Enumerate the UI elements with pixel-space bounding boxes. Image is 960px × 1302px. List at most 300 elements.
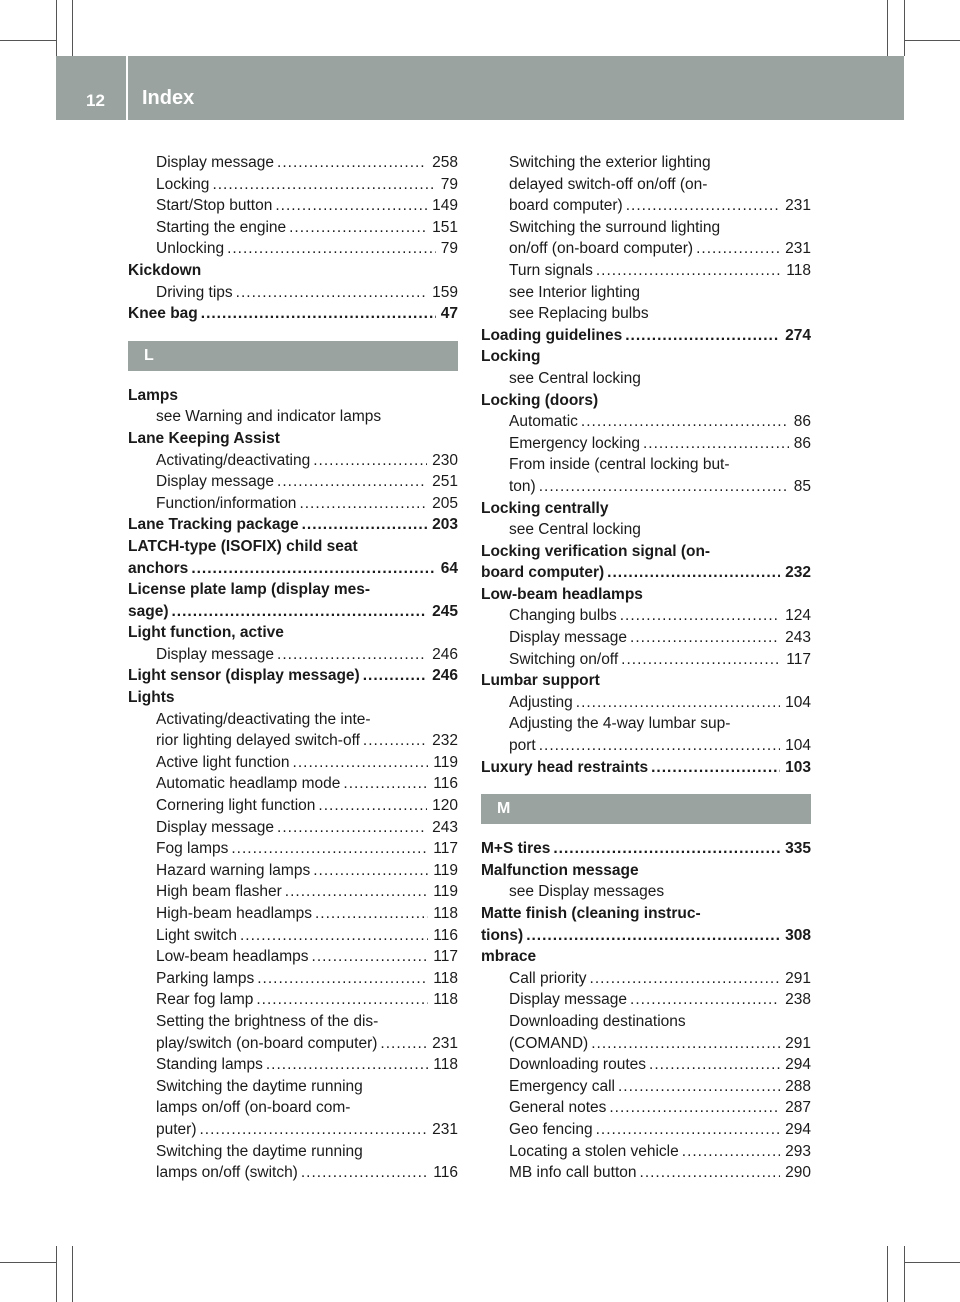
index-entry	[128, 622, 458, 644]
entry-line	[156, 644, 458, 666]
page-reference: 104	[785, 693, 811, 711]
entry-text: Switching on/off	[509, 650, 619, 668]
dot-leader	[289, 217, 427, 239]
entry-text: Switching the daytime running	[156, 1077, 363, 1095]
crop-mark	[0, 40, 56, 41]
page-reference: 86	[793, 434, 811, 452]
crop-mark	[56, 0, 57, 56]
entry-line	[156, 174, 458, 196]
index-subentry	[481, 368, 811, 390]
entry-text: Locking verification signal (on-	[481, 542, 711, 560]
entry-line	[156, 773, 458, 795]
page-reference: 151	[432, 218, 458, 236]
index-entry	[481, 903, 811, 946]
entry-text: delayed switch-off on/off (on-	[509, 175, 708, 193]
page-reference: 149	[432, 197, 458, 215]
entry-text: Activating/deactivating	[156, 451, 311, 469]
page-reference: 288	[785, 1077, 811, 1095]
page-reference: 243	[432, 818, 458, 836]
dot-leader	[231, 838, 428, 860]
index-subentry	[481, 605, 811, 627]
index-entry	[481, 325, 811, 347]
entry-line	[509, 238, 811, 260]
dot-leader	[380, 1033, 427, 1055]
page-reference: 119	[433, 883, 458, 901]
dot-leader	[227, 238, 436, 260]
page-reference: 258	[432, 154, 458, 171]
entry-line	[128, 622, 458, 644]
page-reference: 251	[432, 473, 458, 491]
page-reference: 290	[785, 1164, 811, 1182]
entry-line	[509, 989, 811, 1011]
dot-leader	[620, 605, 780, 627]
entry-line	[156, 493, 458, 515]
entry-line	[128, 601, 458, 623]
dot-leader	[581, 411, 789, 433]
entry-text: Lumbar support	[481, 672, 600, 690]
entry-text: M+S tires	[481, 840, 551, 858]
index-subentry	[128, 773, 458, 795]
entry-text: Emergency call	[509, 1077, 615, 1095]
index-subentry	[481, 627, 811, 649]
index-subentry	[481, 1141, 811, 1163]
entry-line	[481, 390, 811, 412]
entry-line	[509, 454, 811, 476]
page-reference: 335	[785, 840, 811, 858]
entry-line	[156, 817, 458, 839]
entry-text: Setting the brightness of the dis-	[156, 1012, 379, 1030]
entry-line	[509, 195, 811, 217]
dot-leader	[191, 558, 435, 580]
page-reference: 246	[432, 667, 458, 685]
crop-mark	[56, 1246, 57, 1302]
entry-line	[156, 860, 458, 882]
page-reference: 294	[785, 1120, 811, 1138]
entry-line	[509, 174, 811, 196]
index-entry	[481, 838, 811, 860]
entry-text: Fog lamps	[156, 840, 229, 858]
page-reference: 119	[433, 861, 458, 879]
section-header: M	[481, 794, 811, 824]
entry-text: Automatic headlamp mode	[156, 775, 341, 793]
dot-leader	[236, 282, 427, 304]
entry-text: see Central locking	[509, 521, 641, 539]
dot-leader	[591, 1033, 780, 1055]
page-reference: 294	[785, 1056, 811, 1074]
index-entry	[128, 514, 458, 536]
index-entry	[481, 498, 811, 520]
entry-line	[509, 368, 811, 390]
entry-text: Parking lamps	[156, 969, 255, 987]
entry-text: see Warning and indicator lamps	[156, 408, 382, 426]
index-subentry	[128, 989, 458, 1011]
page-reference: 47	[440, 305, 458, 323]
index-entry	[128, 536, 458, 579]
entry-text: Activating/deactivating the inte-	[156, 710, 371, 728]
crop-mark	[904, 1246, 905, 1302]
crop-mark	[887, 1246, 888, 1302]
dot-leader	[256, 989, 428, 1011]
page-reference: 243	[785, 629, 811, 647]
entry-text: Cornering light function	[156, 797, 316, 815]
index-subentry	[481, 282, 811, 304]
index-subentry	[128, 282, 458, 304]
entry-text: Light function, active	[128, 624, 284, 642]
entry-text: Luxury head restraints	[481, 758, 649, 776]
entry-line	[481, 838, 811, 860]
entry-text: Geo fencing	[509, 1120, 593, 1138]
entry-line	[156, 282, 458, 304]
dot-leader	[618, 1076, 780, 1098]
page-reference: 86	[793, 413, 811, 431]
entry-text: sage)	[128, 602, 169, 620]
entry-text: mbrace	[481, 948, 537, 966]
entry-line	[128, 260, 458, 282]
entry-line	[128, 428, 458, 450]
entry-text: Matte finish (cleaning instruc-	[481, 905, 701, 922]
dot-leader	[526, 925, 780, 947]
page-reference: 291	[785, 969, 811, 987]
index-subentry	[128, 881, 458, 903]
entry-line	[481, 584, 811, 606]
index-subentry	[481, 968, 811, 990]
entry-line	[509, 1011, 811, 1033]
dot-leader	[630, 989, 780, 1011]
dot-leader	[363, 665, 427, 687]
entry-text: Starting the engine	[156, 218, 287, 236]
dot-leader	[285, 881, 428, 903]
page-reference: 293	[785, 1142, 811, 1160]
page-header	[56, 56, 904, 120]
entry-line	[509, 1141, 811, 1163]
entry-line	[509, 1097, 811, 1119]
entry-line	[509, 433, 811, 455]
entry-text: port	[509, 737, 536, 755]
dot-leader	[172, 601, 428, 623]
dot-leader	[301, 1162, 428, 1184]
entry-text: Lane Keeping Assist	[128, 429, 280, 447]
index-subentry	[128, 1011, 458, 1054]
entry-line	[481, 346, 811, 368]
entry-text: Switching the daytime running	[156, 1142, 363, 1160]
entry-text: Malfunction message	[481, 861, 639, 879]
entry-line	[481, 757, 811, 779]
index-subentry	[128, 644, 458, 666]
index-subentry	[128, 406, 458, 428]
index-subentry	[481, 303, 811, 325]
index-column-left	[128, 152, 458, 1184]
index-subentry	[481, 692, 811, 714]
entry-text: Switching the exterior lighting	[509, 154, 711, 171]
entry-line	[156, 709, 458, 731]
page-reference: 159	[432, 283, 458, 301]
header-divider	[126, 56, 128, 120]
index-entry	[481, 346, 811, 368]
entry-line	[481, 925, 811, 947]
index-subentry	[481, 152, 811, 217]
entry-line	[156, 1097, 458, 1119]
page-reference: 117	[786, 650, 811, 668]
entry-text: Downloading routes	[509, 1056, 647, 1074]
entry-line	[509, 968, 811, 990]
entry-line	[128, 303, 458, 325]
entry-text: Display message	[509, 629, 628, 647]
entry-text: Locking	[156, 175, 210, 193]
crop-mark	[72, 1246, 73, 1302]
entry-text: tions)	[481, 926, 524, 944]
entry-text: License plate lamp (display mes-	[128, 581, 371, 599]
entry-text: Loading guidelines	[481, 326, 623, 344]
index-subentry	[128, 968, 458, 990]
index-subentry	[481, 713, 811, 756]
entry-text: Display message	[156, 645, 275, 663]
entry-text: Emergency locking	[509, 434, 640, 452]
dot-leader	[576, 692, 780, 714]
dot-leader	[312, 946, 429, 968]
entry-text: Unlocking	[156, 240, 225, 258]
entry-text: Hazard warning lamps	[156, 861, 311, 879]
entry-line	[156, 195, 458, 217]
index-subentry	[128, 903, 458, 925]
dot-leader	[553, 838, 780, 860]
entry-line	[509, 605, 811, 627]
page-reference: 287	[785, 1099, 811, 1117]
page-reference: 117	[433, 948, 458, 966]
entry-text: Adjusting the 4-way lumbar sup-	[509, 715, 731, 733]
index-subentry	[128, 752, 458, 774]
entry-line	[128, 558, 458, 580]
index-subentry	[481, 1054, 811, 1076]
dot-leader	[539, 476, 789, 498]
dot-leader	[277, 644, 427, 666]
index-entry	[128, 665, 458, 687]
entry-line	[481, 498, 811, 520]
index-subentry	[128, 1141, 458, 1184]
dot-leader	[240, 925, 428, 947]
index-column-right	[481, 152, 811, 1184]
entry-text: Locking centrally	[481, 499, 609, 517]
dot-leader	[277, 152, 427, 174]
index-subentry	[128, 450, 458, 472]
index-subentry	[481, 1097, 811, 1119]
crop-mark	[887, 0, 888, 56]
index-subentry	[128, 860, 458, 882]
entry-text: Automatic	[509, 413, 578, 431]
dot-leader	[596, 260, 781, 282]
dot-leader	[640, 1162, 781, 1184]
entry-line	[128, 665, 458, 687]
entry-text: Display message	[509, 991, 628, 1009]
entry-text: Display message	[156, 154, 275, 171]
entry-text: board computer)	[509, 197, 623, 215]
index-subentry	[481, 454, 811, 497]
entry-line	[509, 692, 811, 714]
entry-line	[509, 649, 811, 671]
entry-line	[509, 217, 811, 239]
page-reference: 274	[785, 326, 811, 344]
dot-leader	[630, 627, 780, 649]
page-reference: 246	[432, 645, 458, 663]
entry-line	[156, 881, 458, 903]
entry-text: Call priority	[509, 969, 587, 987]
page-reference: 64	[440, 559, 458, 577]
entry-line	[509, 152, 811, 174]
entry-text: Low-beam headlamps	[481, 585, 643, 603]
dot-leader	[313, 450, 427, 472]
index-subentry	[128, 152, 458, 174]
dot-leader	[651, 757, 780, 779]
index-subentry	[128, 217, 458, 239]
dot-leader	[266, 1054, 428, 1076]
entry-text: Low-beam headlamps	[156, 948, 309, 966]
dot-leader	[212, 174, 435, 196]
entry-line	[156, 1076, 458, 1098]
entry-text: Light sensor (display message)	[128, 667, 360, 685]
index-entry	[128, 260, 458, 282]
crop-mark	[0, 1262, 56, 1263]
dot-leader	[299, 493, 427, 515]
index-subentry	[481, 649, 811, 671]
entry-line	[156, 838, 458, 860]
dot-leader	[609, 1097, 780, 1119]
dot-leader	[621, 649, 781, 671]
entry-text: Rear fog lamp	[156, 991, 254, 1009]
page-reference: 232	[432, 732, 458, 750]
entry-text: see Interior lighting	[509, 283, 640, 301]
entry-line	[156, 925, 458, 947]
entry-line	[509, 260, 811, 282]
page-reference: 118	[433, 1056, 458, 1074]
entry-text: (COMAND)	[509, 1034, 589, 1052]
index-subentry	[128, 925, 458, 947]
entry-line	[481, 562, 811, 584]
entry-text: play/switch (on-board computer)	[156, 1034, 378, 1052]
entry-text: Driving tips	[156, 283, 233, 301]
entry-text: Locating a stolen vehicle	[509, 1142, 679, 1160]
entry-line	[156, 968, 458, 990]
index-entry	[128, 303, 458, 325]
page-reference: 103	[785, 758, 811, 776]
index-subentry	[481, 1076, 811, 1098]
index-subentry	[481, 1119, 811, 1141]
entry-line	[128, 687, 458, 709]
crop-mark	[904, 0, 905, 56]
entry-line	[156, 1141, 458, 1163]
entry-line	[509, 411, 811, 433]
entry-text: High-beam headlamps	[156, 905, 312, 922]
entry-line	[156, 1162, 458, 1184]
entry-text: Active light function	[156, 753, 290, 771]
entry-text: Locking	[481, 348, 541, 366]
crop-mark	[72, 0, 73, 56]
entry-line	[128, 514, 458, 536]
dot-leader	[696, 238, 780, 260]
index-subentry	[128, 238, 458, 260]
page-reference: 205	[432, 494, 458, 512]
page-reference: 230	[432, 451, 458, 469]
index-subentry	[128, 195, 458, 217]
page-reference: 238	[785, 991, 811, 1009]
entry-text: Display message	[156, 818, 275, 836]
dot-leader	[682, 1141, 780, 1163]
page-reference: 116	[433, 926, 458, 944]
entry-line	[481, 670, 811, 692]
page-reference: 120	[432, 797, 458, 815]
entry-text: puter)	[156, 1120, 197, 1138]
entry-line	[156, 1054, 458, 1076]
dot-leader	[539, 735, 780, 757]
entry-text: on/off (on-board computer)	[509, 240, 694, 258]
index-subentry	[128, 1076, 458, 1141]
entry-text: lamps on/off (switch)	[156, 1164, 298, 1182]
page-reference: 232	[785, 564, 811, 582]
index-subentry	[481, 1162, 811, 1184]
index-entry	[481, 670, 811, 692]
entry-text: Locking (doors)	[481, 391, 599, 409]
dot-leader	[313, 860, 428, 882]
entry-text: Display message	[156, 473, 275, 491]
page-reference: 203	[432, 516, 458, 534]
entry-line	[156, 1119, 458, 1141]
page-reference: 231	[785, 197, 811, 215]
index-subentry	[128, 174, 458, 196]
entry-line	[156, 752, 458, 774]
dot-leader	[200, 1119, 428, 1141]
entry-text: Downloading destinations	[509, 1012, 686, 1030]
crop-mark	[904, 40, 960, 41]
dot-leader	[590, 968, 781, 990]
entry-line	[481, 860, 811, 882]
entry-line	[156, 1011, 458, 1033]
entry-line	[509, 1054, 811, 1076]
index-subentry	[128, 1054, 458, 1076]
dot-leader	[318, 795, 427, 817]
entry-text: General notes	[509, 1099, 607, 1117]
entry-line	[156, 238, 458, 260]
index-subentry	[128, 817, 458, 839]
entry-text: Lamps	[128, 386, 178, 404]
index-entry	[481, 390, 811, 412]
entry-text: rior lighting delayed switch-off	[156, 732, 360, 750]
entry-line	[509, 735, 811, 757]
entry-text: Light switch	[156, 926, 237, 944]
entry-line	[128, 536, 458, 558]
entry-line	[509, 282, 811, 304]
index-entry	[481, 584, 811, 606]
entry-line	[509, 476, 811, 498]
page-reference: 118	[433, 969, 458, 987]
page-reference: 85	[793, 477, 811, 495]
entry-text: Knee bag	[128, 305, 198, 323]
index-entry	[481, 757, 811, 779]
dot-leader	[607, 562, 780, 584]
entry-line	[481, 541, 811, 563]
index-subentry	[128, 471, 458, 493]
dot-leader	[257, 968, 428, 990]
index-subentry	[128, 795, 458, 817]
page-reference: 291	[785, 1034, 811, 1052]
entry-line	[156, 217, 458, 239]
entry-line	[128, 579, 458, 601]
entry-line	[509, 1033, 811, 1055]
entry-line	[156, 450, 458, 472]
entry-text: Function/information	[156, 494, 297, 512]
entry-line	[509, 519, 811, 541]
entry-text: From inside (central locking but-	[509, 456, 730, 474]
entry-text: Kickdown	[128, 261, 202, 279]
index-subentry	[128, 709, 458, 752]
entry-line	[481, 325, 811, 347]
